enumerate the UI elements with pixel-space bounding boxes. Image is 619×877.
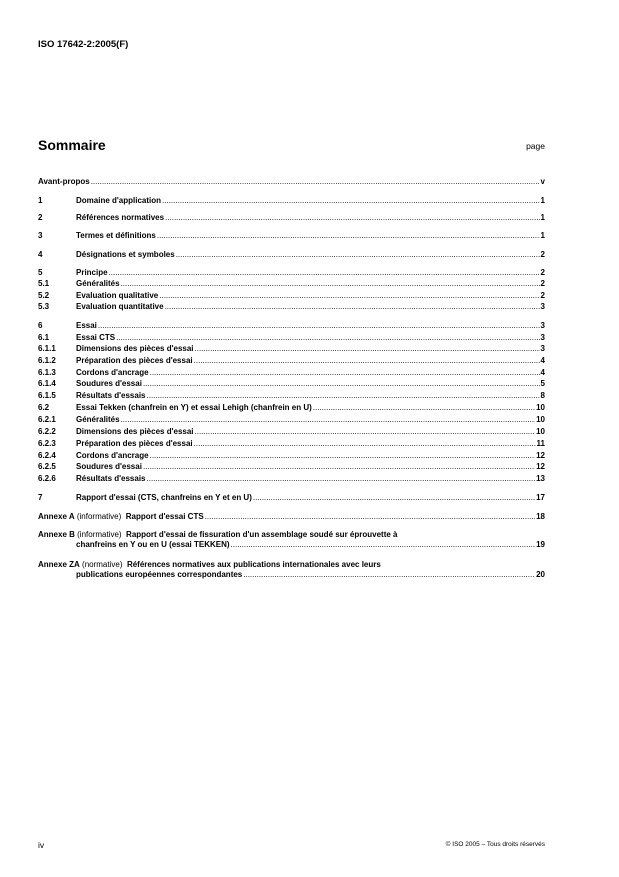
toc-entry-title: Généralités [76,279,120,288]
toc-entry-page: 2 [540,291,545,300]
dot-leader [165,213,540,223]
dot-leader [195,427,536,437]
toc-entry-page: 10 [536,427,545,436]
dot-leader [91,177,540,187]
annex-page: 19 [536,539,545,549]
toc-entry[interactable] [38,462,545,472]
toc-entry[interactable] [38,391,545,401]
toc-entry-title: Préparation des pièces d'essai [76,356,193,365]
toc-entry-page: 4 [540,368,545,377]
toc-entry-title: Domaine d'application [76,196,162,205]
toc-entry-page: 5 [540,379,545,388]
toc-annex-entry[interactable] [38,512,545,522]
dot-leader [195,344,540,354]
toc-entry-title: Généralités [76,415,120,424]
toc-entry-page: v [540,177,545,186]
toc-entry[interactable] [38,302,545,312]
toc-entry-number: 4 [38,250,43,259]
dot-leader [143,379,540,389]
toc-entry-page: 11 [536,439,545,448]
toc-entry-title: Résultats d'essais [76,391,146,400]
dot-leader [205,512,535,522]
toc-entry[interactable] [38,250,545,260]
toc-entry-number: 5 [38,268,43,277]
toc-entry[interactable] [38,451,545,461]
dot-leader [121,415,536,425]
toc-entry[interactable] [38,368,545,378]
toc-entry-number: 6.1 [38,333,50,342]
toc-entry-page: 1 [540,213,545,222]
dot-leader [176,250,540,260]
toc-entry-page: 17 [536,493,545,502]
annex-title: Rapport d'essai de fissuration d'un assemblage soudé sur éprouvette à [126,530,398,539]
toc-entry-title: Essai [76,321,97,330]
toc-entry-title: Soudures d'essai [76,462,142,471]
toc-annex-entry[interactable] [38,560,545,579]
toc-entry-title: Dimensions des pièces d'essai [76,427,194,436]
dot-leader [150,451,536,461]
dot-leader [231,540,536,550]
dot-leader [159,291,539,301]
toc-entry-page: 2 [540,250,545,259]
toc-entry-page: 1 [540,196,545,205]
toc-entry[interactable] [38,279,545,289]
dot-leader [147,474,536,484]
toc-entry[interactable] [38,333,545,343]
toc-entry-page: 3 [540,302,545,311]
toc-entry[interactable] [38,474,545,484]
toc-entry-title: Préparation des pièces d'essai [76,439,193,448]
toc-entry[interactable] [38,415,545,425]
toc-entry-page: 8 [540,391,545,400]
toc-entry-title: Termes et définitions [76,231,156,240]
toc-entry-title: Dimensions des pièces d'essai [76,344,194,353]
toc-entry[interactable] [38,177,545,187]
toc-entry[interactable] [38,213,545,223]
toc-entry-title: Soudures d'essai [76,379,142,388]
toc-entry-number: 6.2 [38,403,50,412]
dot-leader [313,403,535,413]
document-id: ISO 17642-2:2005(F) [38,39,129,50]
dot-leader [147,391,540,401]
annex-type: (informative) [77,530,122,539]
toc-entry-number: 6.1.4 [38,379,56,388]
toc-entry[interactable] [38,403,545,413]
toc-entry[interactable] [38,291,545,301]
toc-entry-page: 10 [536,415,545,424]
toc-entry-number: 2 [38,213,43,222]
toc-entry[interactable] [38,439,545,449]
dot-leader [165,302,540,312]
toc-entry-number: 6.2.5 [38,462,56,471]
toc-entry-title: Evaluation quantitative [76,302,164,311]
toc-entry-page: 12 [536,462,545,471]
toc-entry-title: Références normatives [76,213,165,222]
toc-entry-page: 3 [540,321,545,330]
toc-entry-page: 1 [540,231,545,240]
dot-leader [157,231,540,241]
toc-annex-entry[interactable] [38,530,545,549]
toc-entry[interactable] [38,493,545,503]
toc-entry-page: 2 [540,268,545,277]
toc-entry-number: 1 [38,196,43,205]
annex-title: Rapport d'essai CTS [125,512,204,521]
dot-leader [98,321,540,331]
dot-leader [109,268,540,278]
dot-leader [162,196,540,206]
annex-label: Annexe B [38,530,75,539]
toc-entry-page: 10 [536,403,545,412]
toc-entry-title: Désignations et symboles [76,250,175,259]
toc-entry-number: 6.2.3 [38,439,56,448]
toc-entry-page: 2 [540,279,545,288]
dot-leader [194,439,536,449]
dot-leader [253,493,535,503]
toc-entry-number: 6.2.2 [38,427,56,436]
annex-label: Annexe A [38,512,75,521]
toc-entry-page: 4 [540,356,545,365]
toc-entry-page: 13 [536,474,545,483]
toc-entry-title: Essai Tekken (chanfrein en Y) et essai Lehigh (chanfrein en U) [76,403,312,412]
annex-type: (informative) [76,512,122,521]
footer-page-number: iv [38,840,45,850]
annex-page: 18 [536,512,545,521]
toc-entry-number: 6.2.6 [38,474,56,483]
toc-entry[interactable] [38,321,545,331]
page-column-label: page [526,141,545,151]
toc-entry-title: Essai CTS [76,333,116,342]
toc-entry-number: 5.2 [38,291,50,300]
toc-entry[interactable] [38,344,545,354]
toc-entry[interactable] [38,268,545,278]
toc-entry[interactable] [38,379,545,389]
toc-entry-number: 5.3 [38,302,50,311]
toc-entry-title: Principe [76,268,108,277]
annex-title: Références normatives aux publications internationales avec leurs [126,560,381,569]
toc-entry[interactable] [38,231,545,241]
annex-type: (normative) [82,560,123,569]
dot-leader [143,462,535,472]
dot-leader [121,279,540,289]
dot-leader [116,333,539,343]
toc-entry-number: 6.1.3 [38,368,56,377]
footer-copyright: © ISO 2005 – Tous droits réservés [445,841,545,848]
toc-entry-number: 7 [38,493,43,502]
toc-entry-number: 6.2.4 [38,451,56,460]
toc-entry[interactable] [38,196,545,206]
toc-entry[interactable] [38,427,545,437]
toc-entry-title: Cordons d'ancrage [76,368,149,377]
toc-entry-title: Résultats d'essais [76,474,146,483]
dot-leader [150,368,540,378]
dot-leader [194,356,540,366]
annex-title-continued: publications européennes correspondantes [76,569,243,579]
toc-entry-page: 3 [540,344,545,353]
toc-entry-page: 12 [536,451,545,460]
annex-page: 20 [536,569,545,579]
toc-entry-title: Rapport d'essai (CTS, chanfreins en Y et en U) [76,493,252,502]
toc-entry-number: 6.2.1 [38,415,56,424]
toc-entry-title: Evaluation qualitative [76,291,159,300]
toc-entry-number: 6.1.2 [38,356,56,365]
toc-entry-number: 6.1.1 [38,344,56,353]
toc-title: Sommaire [38,137,106,153]
annex-title-continued: chanfreins en Y ou en U (essai TEKKEN) [76,539,230,549]
toc-entry-number: 6 [38,321,43,330]
dot-leader [243,570,535,580]
toc-entry-number: 5.1 [38,279,50,288]
toc-entry-title: Cordons d'ancrage [76,451,149,460]
toc-entry-title: Avant-propos [38,177,90,186]
toc-entry[interactable] [38,356,545,366]
toc-entry-number: 3 [38,231,43,240]
toc-entry-number: 6.1.5 [38,391,56,400]
toc-entry-page: 3 [540,333,545,342]
annex-label: Annexe ZA [38,560,80,569]
